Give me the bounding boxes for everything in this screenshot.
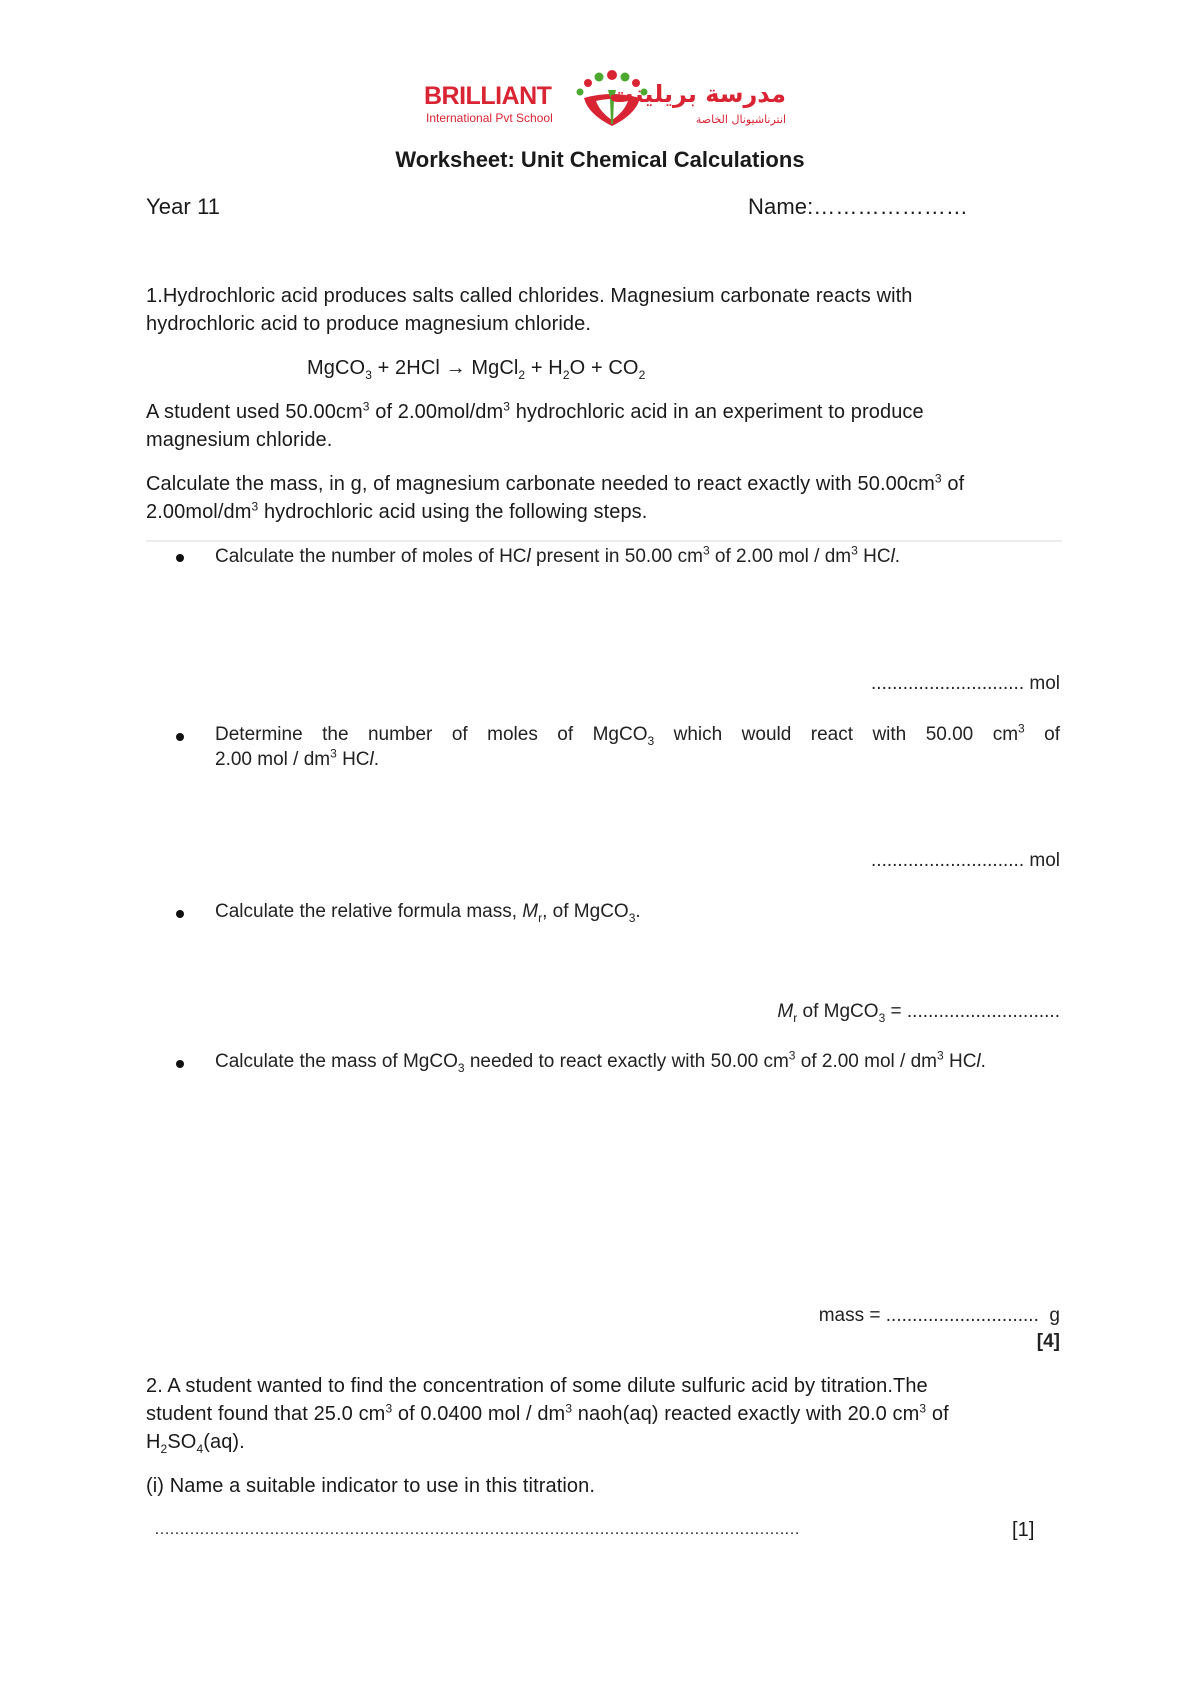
q1-calculate-line2: $2.00mol/dm^3$ hydrochloric acid using the following steps. <box>146 499 648 523</box>
step4-text: Calculate the mass of MgCO$_3$ needed to react exactly with 50.00 $cm^3$ of 2.00 mol / $dm^3$ HCl. <box>215 1048 986 1075</box>
step4-bullet <box>176 1060 184 1068</box>
logo-subtitle-ar: انترناشيونال الخاصة <box>695 113 786 126</box>
q1-intro-line1: 1.Hydrochloric acid produces salts called chlorides. Magnesium carbonate reacts with <box>146 285 913 307</box>
step1-text: Calculate the number of moles of HCl present in 50.00 $cm^3$ of 2.00 mol / $dm^3$ HCl. <box>215 543 901 567</box>
q2-line1: 2. A student wanted to find the concentration of some dilute sulfuric acid by titration.The <box>146 1375 928 1397</box>
step1-answer-line[interactable]: ............................. mol <box>871 673 1060 694</box>
q1-intro-line2: hydrochloric acid to produce magnesium chloride. <box>146 313 592 335</box>
year-label: Year 11 <box>146 194 221 219</box>
logo-name-en: BRILLIANT <box>424 82 552 110</box>
reaction-arrow: → <box>445 357 466 379</box>
q1-student-line1: A student used $50.00cm^3$ of $2.00mol/dm^3$ hydrochloric acid in an experiment to produce <box>146 399 924 423</box>
step2-answer-line[interactable]: ............................. mol <box>871 850 1060 871</box>
step2-text-line1: Determine the number of moles of MgCO$_3$ which would react with 50.00 $cm^3$ of <box>215 721 1061 748</box>
q2-answer-line[interactable]: ………………………………………………………………………………………………………………… <box>154 1521 799 1538</box>
school-logo <box>424 68 794 132</box>
q1-equation: MgCO$_3$ + 2HCl → MgCl$_2$ + $H_2O + CO_2$ <box>307 357 646 382</box>
step3-answer-line[interactable]: $M_r$ of MgCO$_3$ = ............................. <box>777 1001 1060 1025</box>
q1-marks: [4] <box>1036 1331 1060 1352</box>
logo-subtitle-en: International Pvt School <box>426 111 553 125</box>
step2-bullet <box>176 733 184 741</box>
logo-name-ar: مدرسة بريلينت <box>609 80 786 108</box>
q1-calculate-line1: Calculate the mass, in g, of magnesium carbonate needed to react exactly with $50.00cm^3$ of <box>146 471 965 495</box>
q2-part-i: (i) Name a suitable indicator to use in this titration. <box>146 1475 596 1497</box>
step4-answer-line[interactable]: mass = ............................. g <box>818 1305 1060 1326</box>
worksheet-title: Worksheet: Unit Chemical Calculations <box>395 147 805 172</box>
q2-marks: [1] <box>1012 1519 1035 1541</box>
step1-bullet <box>176 554 184 562</box>
step3-text: Calculate the relative formula mass, $M_r$, of MgCO$_3$. <box>215 901 641 925</box>
q1-student-line2: magnesium chloride. <box>146 429 333 451</box>
q2-line3: $H_2SO_4(aq)$. <box>146 1431 245 1456</box>
q2-line2: student found that 25.0 $cm^3$ of 0.0400 mol / $dm^3$ naoh(aq) reacted exactly with 20.0 $cm^3$ of <box>146 1401 949 1425</box>
excerpt-divider <box>146 540 1062 542</box>
name-field[interactable]: Name:………………… <box>748 194 968 219</box>
step3-bullet <box>176 910 184 918</box>
step2-text-line2: 2.00 mol / $dm^3$ HCl. <box>215 746 380 770</box>
